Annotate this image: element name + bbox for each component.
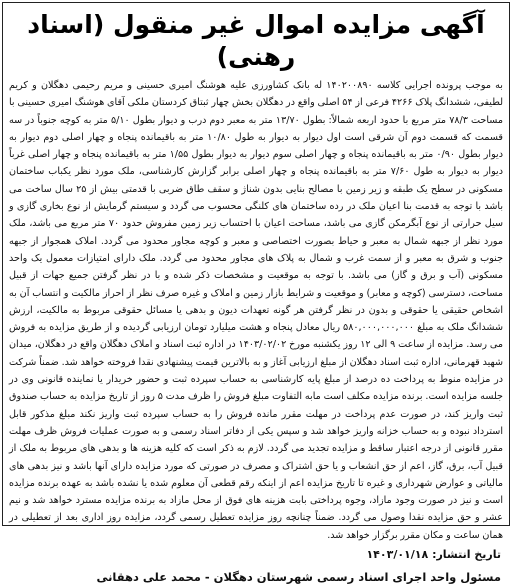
publish-date-value: ۱۴۰۳/۰۱/۱۸: [366, 548, 429, 562]
notice-signature: مسئول واحد اجرای اسناد رسمی شهرستان دهگلان - محمد علی دهقانی: [96, 570, 501, 585]
auction-notice: [2, 2, 510, 585]
notice-title: آگهی مزایده اموال غیر منقول (اسناد رهنی): [27, 10, 485, 71]
notice-body: به موجب پرونده اجرایی کلاسه ۱۴۰۲۰۰۸۹۰ له بانک کشاورزی علیه هوشنگ امیری حسینی و مریم رحیمی دهگلان و کریم لطیفی، ششدانگ پلاک ۴۲۶۶ فرعی از ۵۴ اصلی واقع در دهگلان بخش چهار ثبتاق کردستان ملکی آقای هوشنگ امیری حسینی با مساحت ۷۸/۳ متر مربع با حدود اربعه شمالاً: بطول ۱۳/۷۰ متر به معبر دوم درب و دیوار بطول ۵/۱۰ متر به کوچه جنوباً در سه قسمت که قسمت دوم آن شرقی است اول دیوار به دیوار به طول ۱۰/۸۰ متر به باقیمانده پنجاه و چهار اصلی دوم دیوار به دیوار بطول ۰/۹۰ متر به باقیمانده پنجاه و چهار اصلی سوم دیوار به دیوار بطول ۱/۵۵ متر به باقیمانده پنجاه و چهار اصلی غرباً دیوار به دیوار به طول ۷/۶۰ متر به باقیمانده پنجاه و چهار اصلی برابر گزارش کارشناسی، ملک مورد نظر یکباب ساختمان مسکونی در سطح یک طبقه و زیر زمین با مصالح بنایی بدون شناژ و سقف طاق ضربی با قدمتی بیش از ۲۵ سال ساخت می باشد با توجه به قدمت بنا اعیان ملک در رده ساختمان های کلنگی محسوب می گردد و سیستم گرمایش از نوع بخاری گازی و سیل حرارتی از نوع آبگرمکن گازی می باشد، مساحت اعیان با احتساب زیر زمین مفروش حدود ۷۰ متر مربع می باشد، ملک مورد نظر از جبهه شمال به معبر و حیاط بصورت اختصاصی و معبر و کوچه مجاور محدود می گردد. املاک همجوار از جبهه جنوب و شرق به معبر و از سمت غرب و شمال به پلاک های مجاور محدود می گردد. ملک دارای امتیازات معمول یک واحد مسکونی (آب و برق و گاز) می باشد. با توجه به موقعیت و مشخصات ذکر شده و با در نظر گرفتن جمیع جهات از قبیل مساحت، دسترسی (کوچه و معابر) و موقعیت و شرایط بازار زمین و املاک و غیره صرف نظر از احراز مالکیت و انتساب آن به اشخاص حقیقی یا حقوقی و بدون در نظر گرفتن هر گونه تعهدات دیون و بدهی یا مسائل حقوقی مربوط به مالکیت، ارزش ششدانگ ملک به مبلغ ۵۸۰,۰۰۰,۰۰۰,۰۰۰ ریال معادل پنجاه و هشت میلیارد تومان ارزیابی گردیده و از طریق مزایده به فروش می رسد. مزایده از ساعت ۹ الی ۱۲ روز یکشنبه مورخ ۱۴۰۳/۰۲/۰۲ در اداره ثبت اسناد و املاک دهگلان واقع در دهگلان، میدان شهید قهرمانی، اداره ثبت اسناد دهگلان از مبلغ ارزیابی آغاز و به بالاترین قیمت پیشنهادی نقدا فروخته خواهد شد. ضمناً شرکت در مزایده منوط به پرداخت ده درصد از مبلغ پایه کارشناسی به حساب سپرده ثبت و حضور خریدار یا نماینده قانونی وی در جلسه مزایده است. برنده مزایده مکلف است مابه التفاوت مبلغ فروش را ظرف مدت ۵ روز از تاریخ مزایده به حساب صندوق ثبت واریز کند، در صورت عدم پرداخت در مهلت مقرر مانده فروش را به حساب سپرده ثبت واریز نکند مبلغ مذکور قابل استرداد نبوده و به حساب خزانه واریز خواهد شد و سپس یکی از دفاتر اسناد رسمی و به صورت عملیات فروش ظرف مهلت مقرر قانونی از درجه اعتبار ساقط و مزایده تجدید می گردد. لازم به ذکر است که کلیه هزینه ها و بدهی های مربوط به ملک از قبیل آب، برق، گاز، اعم از حق انشعاب و یا حق اشتراک و مصرف در صورتی که مورد مزایده دارای آنها باشد و نیز بدهی های مالیاتی و عوارض شهرداری و غیره تا تاریخ مزایده اعم از اینکه رقم قطعی آن معلوم شده یا نشده باشد به عهده برنده مزایده است و نیز در صورت وجود مازاد، وجوه پرداختی بابت هزینه های فوق از محل مازاد به برنده مزایده مسترد خواهد شد و نیم عشر و حق مزایده نقدا وصول می گردد. ضمناً چنانچه روز مزایده تعطیل رسمی گردد، مزایده روز اداری بعد از تعطیلی در همان ساعت و مکان مقرر برگزار خواهد شد.: [9, 80, 504, 541]
publish-date-line: [11, 546, 501, 564]
publish-date-label: تاریخ انتشار:: [432, 548, 501, 562]
